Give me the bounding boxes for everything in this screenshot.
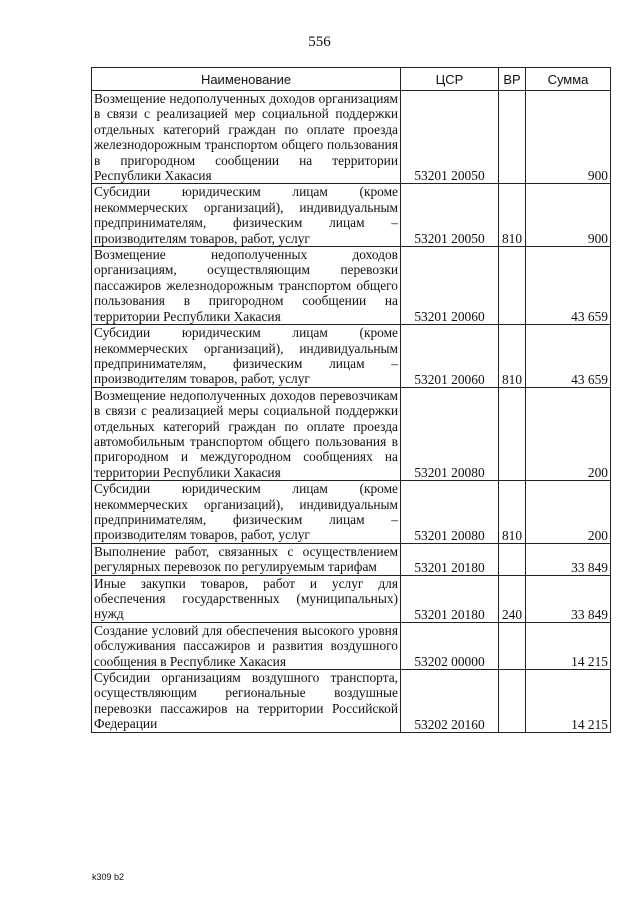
row-sum: 33 849 xyxy=(526,543,611,575)
row-code: 53201 20180 xyxy=(401,575,499,622)
row-name: Иные закупки товаров, работ и услуг для обеспечения государственных (муниципальных) нужд xyxy=(92,575,401,622)
column-header-name: Наименование xyxy=(92,68,401,91)
row-vr xyxy=(499,91,526,184)
table-row xyxy=(92,325,611,388)
table-row xyxy=(92,387,611,480)
row-code: 53201 20060 xyxy=(401,325,499,388)
row-name: Субсидии юридическим лицам (кроме некоммерческих организаций), индивидуальным предпринимателям, физическим лицам – производителям товаров, работ, услуг xyxy=(92,184,401,247)
row-name: Субсидии организациям воздушного транспорта, осуществляющим региональные воздушные перевозки пассажиров на территории Российской Федерации xyxy=(92,670,401,733)
row-sum: 43 659 xyxy=(526,325,611,388)
row-name: Возмещение недополученных доходов организациям, осуществляющим перевозки пассажиров железнодорожным транспортом общего пользования в пригородном сообщении на территории Республики Хакасия xyxy=(92,247,401,325)
column-header-sum: Сумма xyxy=(526,68,611,91)
row-vr xyxy=(499,622,526,669)
row-code: 53201 20050 xyxy=(401,91,499,184)
row-sum: 200 xyxy=(526,387,611,480)
row-code: 53201 20050 xyxy=(401,184,499,247)
table-header-row xyxy=(92,68,611,91)
budget-table xyxy=(91,67,611,733)
row-name: Возмещение недополученных доходов организациям в связи с реализацией мер социальной поддержки отдельных категорий граждан по оплате проезда железнодорожным транспортом общего пользования в пригородном сообщении на территории Республики Хакасия xyxy=(92,91,401,184)
table-row xyxy=(92,247,611,325)
row-code: 53201 20080 xyxy=(401,387,499,480)
table-row xyxy=(92,575,611,622)
row-code: 53201 20080 xyxy=(401,481,499,544)
row-vr xyxy=(499,247,526,325)
row-vr: 810 xyxy=(499,325,526,388)
row-sum: 43 659 xyxy=(526,247,611,325)
row-name: Выполнение работ, связанных с осуществлением регулярных перевозок по регулируемым тарифам xyxy=(92,543,401,575)
row-code: 53202 20160 xyxy=(401,670,499,733)
row-code: 53201 20060 xyxy=(401,247,499,325)
row-vr: 240 xyxy=(499,575,526,622)
row-sum: 200 xyxy=(526,481,611,544)
row-sum: 14 215 xyxy=(526,622,611,669)
row-name: Создание условий для обеспечения высокого уровня обслуживания пассажиров и развития воздушного сообщения в Республике Хакасия xyxy=(92,622,401,669)
footer-code: k309 b2 xyxy=(92,872,125,882)
row-vr xyxy=(499,387,526,480)
table-row xyxy=(92,622,611,669)
row-vr xyxy=(499,543,526,575)
table-row xyxy=(92,481,611,544)
row-vr: 810 xyxy=(499,184,526,247)
row-sum: 900 xyxy=(526,91,611,184)
row-vr: 810 xyxy=(499,481,526,544)
table-row xyxy=(92,543,611,575)
row-name: Субсидии юридическим лицам (кроме некоммерческих организаций), индивидуальным предпринимателям, физическим лицам – производителям товаров, работ, услуг xyxy=(92,325,401,388)
table-row xyxy=(92,670,611,733)
table-row xyxy=(92,91,611,184)
column-header-vr: ВР xyxy=(499,68,526,91)
row-name: Субсидии юридическим лицам (кроме некоммерческих организаций), индивидуальным предпринимателям, физическим лицам – производителям товаров, работ, услуг xyxy=(92,481,401,544)
row-sum: 33 849 xyxy=(526,575,611,622)
row-vr xyxy=(499,670,526,733)
row-sum: 900 xyxy=(526,184,611,247)
row-sum: 14 215 xyxy=(526,670,611,733)
row-code: 53201 20180 xyxy=(401,543,499,575)
row-code: 53202 00000 xyxy=(401,622,499,669)
row-name: Возмещение недополученных доходов перевозчикам в связи с реализацией меры социальной поддержки отдельных категорий граждан по оплате проезда автомобильным транспортом общего пользования в пригородном и междугородном сообщениях на территории Республики Хакасия xyxy=(92,387,401,480)
page-number: 556 xyxy=(308,34,331,50)
table-row xyxy=(92,184,611,247)
column-header-code: ЦСР xyxy=(401,68,499,91)
